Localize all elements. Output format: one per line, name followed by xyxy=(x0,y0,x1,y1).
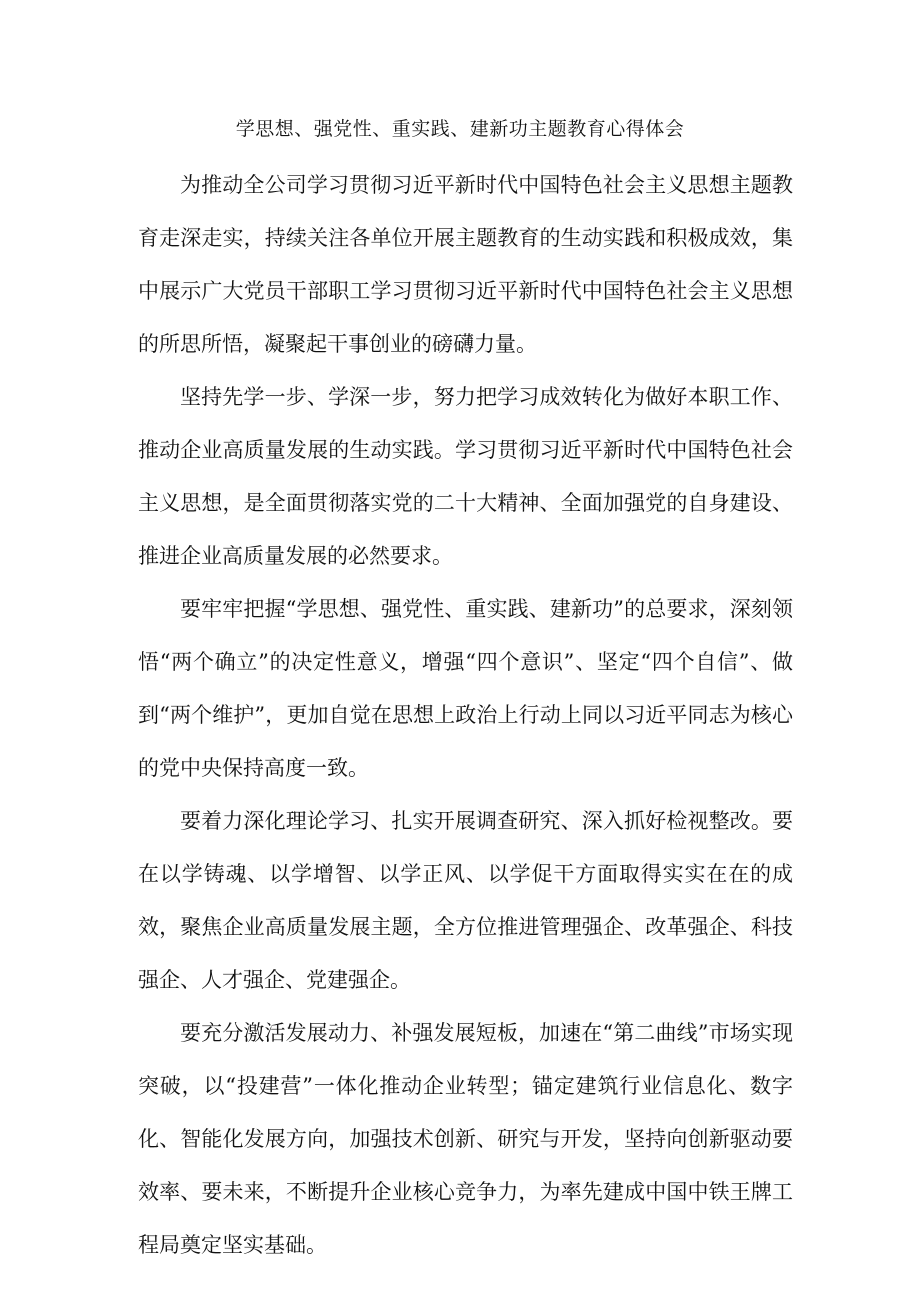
document-body xyxy=(138,159,793,1272)
document-title: 学思想、强党性、重实践、建新功主题教育心得体会 xyxy=(235,118,685,140)
paragraph-4: 要着力深化理论学习、扎实开展调查研究、深入抓好检视整改。要在以学铸魂、以学增智、以学正风、以学促干方面取得实实在在的成效，聚焦企业高质量发展主题，全方位推进管理强企、改革强企、科技强企、人才强企、党建强企。 xyxy=(138,809,793,992)
paragraph-5: 要充分激活发展动力、补强发展短板，加速在“第二曲线”市场实现突破，以“投建营”一体化推动企业转型；锚定建筑行业信息化、数字化、智能化发展方向，加强技术创新、研究与开发，坚持向创新驱动要效率、要未来，不断提升企业核心竞争力，为率先建成中国中铁王牌工程局奠定坚实基础。 xyxy=(138,1021,793,1257)
paragraph-3: 要牢牢把握“学思想、强党性、重实践、建新功”的总要求，深刻领悟“两个确立”的决定性意义，增强“四个意识”、坚定“四个自信”、做到“两个维护”，更加自觉在思想上政治上行动上同以习近平同志为核心的党中央保持高度一致。 xyxy=(138,597,793,780)
paragraph-2: 坚持先学一步、学深一步，努力把学习成效转化为做好本职工作、推动企业高质量发展的生动实践。学习贯彻习近平新时代中国特色社会主义思想，是全面贯彻落实党的二十大精神、全面加强党的自身建设、推进企业高质量发展的必然要求。 xyxy=(138,385,793,568)
paragraph-1: 为推动全公司学习贯彻习近平新时代中国特色社会主义思想主题教育走深走实，持续关注各单位开展主题教育的生动实践和积极成效，集中展示广大党员干部职工学习贯彻习近平新时代中国特色社会主义思想的所思所悟，凝聚起干事创业的磅礴力量。 xyxy=(138,173,793,356)
